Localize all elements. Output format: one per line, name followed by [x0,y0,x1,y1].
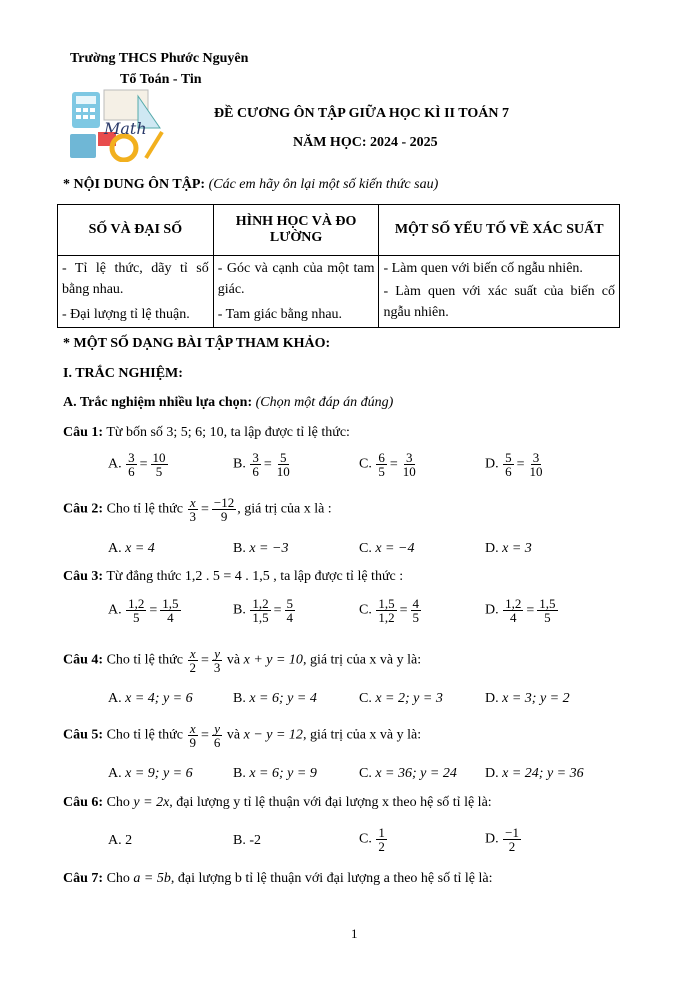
q5-label: Câu 5: [63,727,104,743]
geometry-item: - Tam giác bằng nhau. [217,307,343,322]
fraction: $\frac{x}{2}$ [189,646,196,675]
partA-note: (Chọn một đáp án đúng) [255,395,394,410]
question-1 [63,425,350,441]
fraction: $\frac{3}{10}$ [529,450,543,479]
q3-option-b[interactable]: B. $\frac{1,2}{1,5}$ = $\frac{5}{4}$ [233,596,293,625]
fraction: $\frac{1,5}{4}$ [162,596,179,625]
q3-label: Câu 3: [63,569,104,584]
fraction: $\frac{1,5}{1,2}$ [378,596,395,625]
question-4: Câu 4: Cho tỉ lệ thức $\frac{x}{2}$ = $\frac{y}{3}$ và x + y = 10, giá trị của x và y là: [63,646,422,675]
page-number: 1 [351,926,358,941]
content-table [57,204,620,328]
document-title: ĐỀ CƯƠNG ÔN TẬP GIỮA HỌC KÌ II TOÁN 7 [214,106,509,121]
department-name: Tổ Toán - Tin [120,72,202,87]
fraction: $\frac{x}{9}$ [189,721,196,750]
exercises-heading: * MỘT SỐ DẠNG BÀI TẬP THAM KHẢO: [63,336,331,351]
q5-option-b[interactable]: B. x = 6; y = 9 [233,766,317,781]
q1-label: Câu 1: [63,425,104,440]
option-letter: A. [108,456,122,472]
probability-item: - Làm quen với biến cố ngẫu nhiên. [383,261,583,276]
q5-text: Cho tỉ lệ thức [106,727,183,743]
option-letter: D. [485,456,499,472]
fraction: $\frac{1,2}{5}$ [128,596,145,625]
fraction: $\frac{3}{6}$ [128,450,135,479]
fraction: $\frac{10}{5}$ [152,450,166,479]
fraction: $\frac{5}{10}$ [276,450,290,479]
q1-option-d[interactable]: D. $\frac{5}{6}$ = $\frac{3}{10}$ [485,450,543,479]
q1-option-a[interactable]: A. $\frac{3}{6}$ = $\frac{10}{5}$ [108,450,166,479]
fraction: $\frac{6}{5}$ [378,450,385,479]
q6-expression: y = 2x [133,795,170,810]
q6-option-d[interactable]: D. $\frac{-1}{2}$ [485,825,519,854]
question-5: Câu 5: Cho tỉ lệ thức $\frac{x}{9}$ = $\frac{y}{6}$ và x − y = 12, giá trị của x và y là: [63,721,422,750]
col-probability [379,256,620,328]
part1-heading: I. TRẮC NGHIỆM: [63,366,183,381]
q5-option-a[interactable]: A. x = 9; y = 6 [108,766,193,781]
q2-option-d[interactable]: D. x = 3 [485,541,532,556]
q3-text: Từ đẳng thức 1,2 . 5 = 4 . 1,5 , ta lập được tỉ lệ thức : [106,569,404,584]
fraction: $\frac{-1}{2}$ [505,825,519,854]
q6-option-a[interactable]: A. 2 [108,833,133,848]
q2-label: Câu 2: [63,501,104,517]
q3-option-d[interactable]: D. $\frac{1,2}{4}$ = $\frac{1,5}{5}$ [485,596,556,625]
fraction: $\frac{4}{5}$ [412,596,419,625]
question-3 [63,569,403,585]
q7-expression: a = 5b [133,871,171,886]
content-heading-label: * NỘI DUNG ÔN TẬP: [63,177,206,192]
question-6: Câu 6: Cho y = 2x, đại lượng y tỉ lệ thuận với đại lượng x theo hệ số tỉ lệ là: [63,795,492,810]
q2-option-b[interactable]: B. x = −3 [233,541,289,556]
q5-condition: x − y = 12 [243,727,303,743]
q5-option-d[interactable]: D. x = 24; y = 36 [485,766,584,781]
q4-option-d[interactable]: D. x = 3; y = 2 [485,691,570,706]
q2-option-c[interactable]: C. x = −4 [359,541,415,556]
q3-option-c[interactable]: C. $\frac{1,5}{1,2}$ = $\frac{4}{5}$ [359,596,419,625]
partA-heading [63,395,393,411]
math-logo [68,88,166,162]
fraction: $\frac{1,5}{5}$ [539,596,556,625]
school-name: Trường THCS Phước Nguyên [70,51,249,66]
fraction: $\frac{3}{10}$ [402,450,416,479]
q1-option-c[interactable]: C. $\frac{6}{5}$ = $\frac{3}{10}$ [359,450,416,479]
probability-item: - Làm quen với xác suất của biến cố ngẫu nhiên. [383,284,615,320]
question-2: Câu 2: Cho tỉ lệ thức $\frac{x}{3}$ = $\frac{-12}{9}$ , giá trị của x là : [63,495,332,524]
q2-text: Cho tỉ lệ thức [106,501,183,517]
q1-option-b[interactable]: B. $\frac{3}{6}$ = $\frac{5}{10}$ [233,450,290,479]
fraction: $\frac{x}{3}$ [189,495,196,524]
content-heading [63,177,438,193]
geometry-item: - Góc và cạnh của một tam giác. [217,261,375,297]
col-header-geometry: HÌNH HỌC VÀ ĐO LƯỜNG [213,205,379,256]
q4-condition: x + y = 10 [243,652,303,668]
fraction: $\frac{y}{6}$ [213,721,221,750]
option-letter: B. [233,456,246,472]
q6-option-c[interactable]: C. $\frac{1}{2}$ [359,825,385,854]
col-algebra [58,256,214,328]
q4-label: Câu 4: [63,652,104,668]
col-geometry [213,256,379,328]
q1-text: Từ bốn số 3; 5; 6; 10, ta lập được tỉ lệ thức: [106,425,350,440]
q5-option-c[interactable]: C. x = 36; y = 24 [359,766,457,781]
school-year: NĂM HỌC: 2024 - 2025 [293,135,438,150]
fraction: $\frac{1}{2}$ [378,825,385,854]
q4-option-c[interactable]: C. x = 2; y = 3 [359,691,443,706]
question-7: Câu 7: Cho a = 5b, đại lượng b tỉ lệ thuận với đại lượng a theo hệ số tỉ lệ là: [63,871,493,886]
fraction: $\frac{5}{6}$ [505,450,512,479]
q7-label: Câu 7: [63,871,104,886]
q3-option-a[interactable]: A. $\frac{1,2}{5}$ = $\frac{1,5}{4}$ [108,596,179,625]
fraction: $\frac{3}{6}$ [252,450,259,479]
q4-text: Cho tỉ lệ thức [106,652,183,668]
q6-option-b[interactable]: B. -2 [233,833,262,848]
col-header-algebra: SỐ VÀ ĐẠI SỐ [58,205,214,256]
fraction: $\frac{y}{3}$ [213,646,221,675]
fraction: $\frac{1,2}{4}$ [505,596,522,625]
q2-text-after: , giá trị của x là : [237,501,332,517]
logo-text: Math [104,119,147,138]
algebra-item: - Đại lượng tỉ lệ thuận. [62,307,190,322]
partA-label: A. Trắc nghiệm nhiều lựa chọn: [63,395,253,410]
q4-option-b[interactable]: B. x = 6; y = 4 [233,691,317,706]
option-letter: C. [359,456,372,472]
col-header-probability: MỘT SỐ YẾU TỐ VỀ XÁC SUẤT [379,205,620,256]
fraction: $\frac{5}{4}$ [286,596,293,625]
fraction: $\frac{1,2}{1,5}$ [252,596,269,625]
content-heading-note: (Các em hãy ôn lại một số kiến thức sau) [208,177,439,192]
algebra-item: - Tỉ lệ thức, dãy tỉ số bằng nhau. [62,261,209,297]
fraction: $\frac{-12}{9}$ [213,495,235,524]
q6-label: Câu 6: [63,795,104,810]
q2-option-a[interactable]: A. x = 4 [108,541,155,556]
q4-option-a[interactable]: A. x = 4; y = 6 [108,691,193,706]
